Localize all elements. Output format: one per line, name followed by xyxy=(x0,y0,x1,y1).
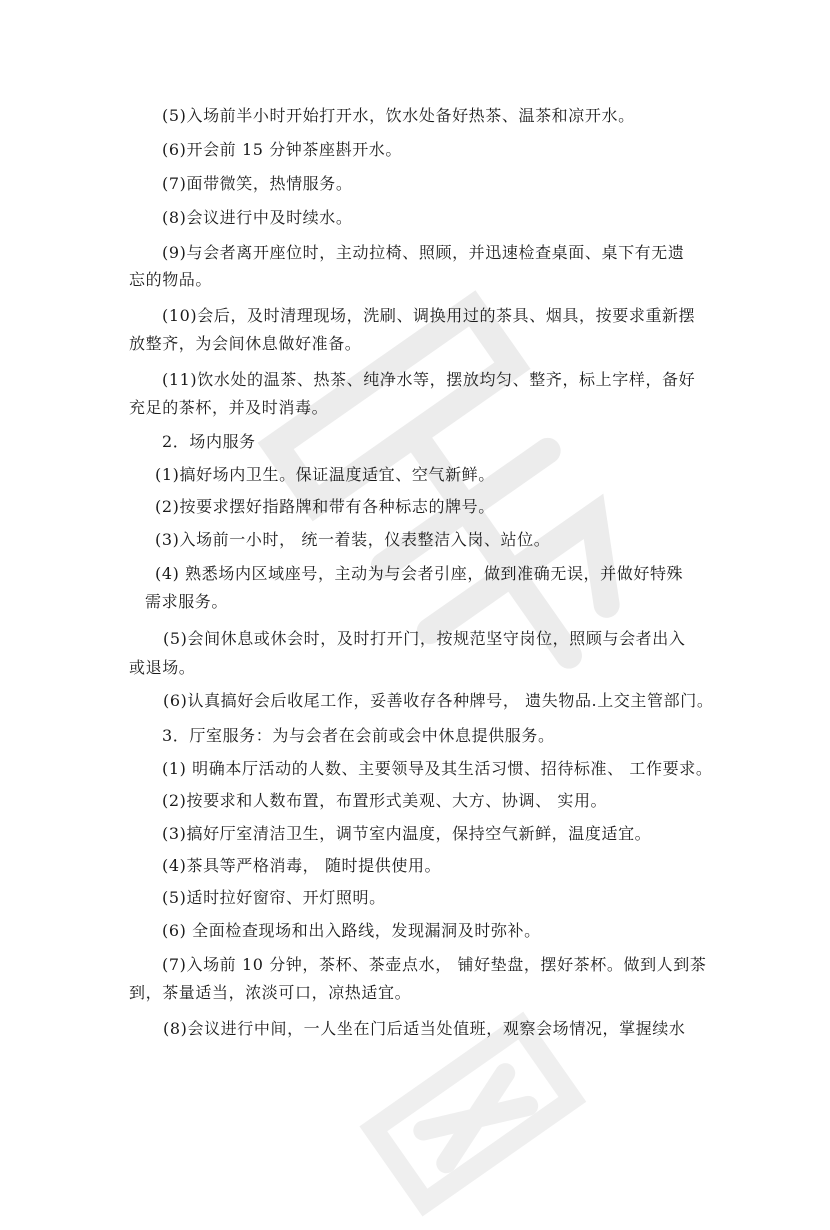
text-line: (7)面带微笑，热情服务。 xyxy=(162,174,353,193)
text-line: (8)会议进行中及时续水。 xyxy=(162,208,353,227)
text-line: (5)适时拉好窗帘、开灯照明。 xyxy=(162,888,386,907)
text-line: 或退场。 xyxy=(129,658,196,677)
text-line: (7)入场前 10 分钟，茶杯、茶壶点水， 铺好垫盘，摆好茶杯。做到人到茶 xyxy=(162,955,707,974)
text-line: (11)饮水处的温茶、热茶、纯净水等，摆放均匀、整齐，标上字样，备好 xyxy=(162,370,696,389)
text-line: 充足的茶杯，并及时消毒。 xyxy=(129,398,329,417)
text-line: (6)开会前 15 分钟茶座斟开水。 xyxy=(162,140,402,159)
text-line: (6)认真搞好会后收尾工作，妥善收存各种牌号， 遗失物品.上交主管部门。 xyxy=(163,691,714,710)
text-line: 忘的物品。 xyxy=(129,270,213,289)
text-line: (1) 明确本厅活动的人数、主要领导及其生活习惯、招待标准、 工作要求。 xyxy=(162,759,713,778)
text-line: (10)会后，及时清理现场，洗刷、调换用过的茶具、烟具，按要求重新摆 xyxy=(162,306,696,325)
text-line: (6) 全面检查现场和出入路线，发现漏洞及时弥补。 xyxy=(162,921,541,940)
section-heading: 3．厅室服务：为与会者在会前或会中休息提供服务。 xyxy=(162,726,555,745)
text-line: (2)按要求摆好指路牌和带有各种标志的牌号。 xyxy=(155,497,495,516)
text-line: (4) 熟悉场内区域座号，主动为与会者引座，做到准确无误，并做好特殊 xyxy=(155,564,684,583)
text-line: (9)与会者离开座位时，主动拉椅、照顾，并迅速检查桌面、桌下有无遗 xyxy=(162,243,685,262)
text-line: 到，茶量适当，浓淡可口，凉热适宜。 xyxy=(129,983,412,1002)
text-line: (2)按要求和人数布置，布置形式美观、大方、协调、 实用。 xyxy=(162,791,608,810)
section-heading: 2．场内服务 xyxy=(162,432,256,451)
text-line: (1)搞好场内卫生。保证温度适宜、空气新鲜。 xyxy=(155,465,495,484)
text-line: (3)搞好厅室清洁卫生，调节室内温度，保持空气新鲜，温度适宜。 xyxy=(162,824,652,843)
text-line: 放整齐，为会间休息做好准备。 xyxy=(129,334,362,353)
text-line: 需求服务。 xyxy=(145,592,229,611)
text-line: (5)入场前半小时开始打开水，饮水处备好热茶、温茶和凉开水。 xyxy=(162,106,635,125)
text-line: (4)茶具等严格消毒， 随时提供使用。 xyxy=(162,856,442,875)
text-line: (5)会间休息或休会时，及时打开门，按规范坚守岗位，照顾与会者出入 xyxy=(163,629,686,648)
text-line: (8)会议进行中间，一人坐在门后适当处值班，观察会场情况，掌握续水 xyxy=(163,1019,686,1038)
text-line: (3)入场前一小时， 统一着装，仪表整洁入岗、站位。 xyxy=(155,530,551,549)
